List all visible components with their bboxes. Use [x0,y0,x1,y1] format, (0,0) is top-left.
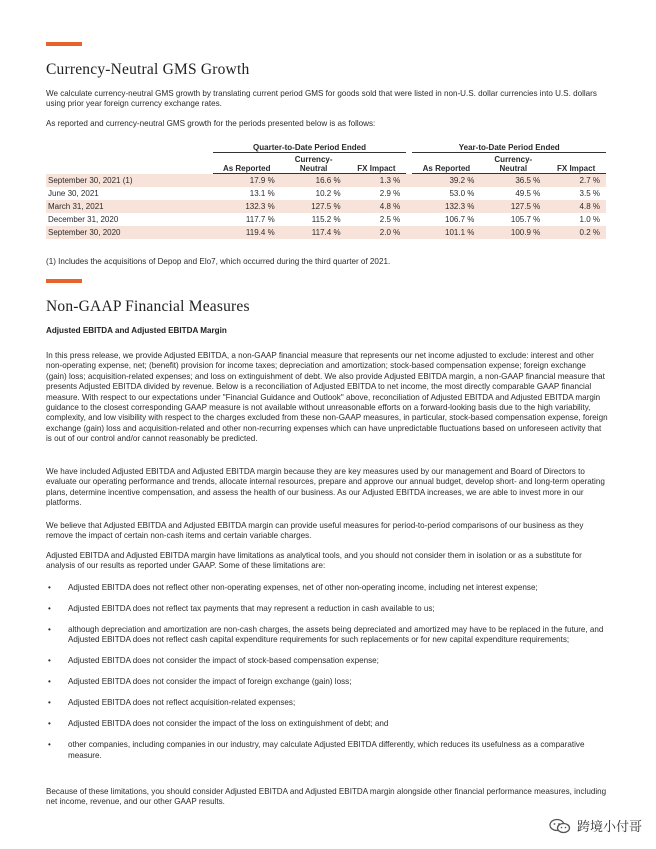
gms-lead-paragraph: As reported and currency-neutral GMS growth for the periods presented below is as follows: [46,119,376,128]
cell-q-neutral: 117.4 % [311,227,341,237]
bullet-marker: • [48,625,51,634]
bullet-marker: • [48,656,51,666]
cell-q-reported: 13.1 % [249,188,275,198]
cell-y-reported: 106.7 % [445,214,475,224]
list-item [46,604,606,614]
cell-q-neutral: 127.5 % [311,201,341,211]
cell-q-reported: 117.7 % [245,214,275,224]
non-gaap-paragraph-5: Because of these limitations, you should consider Adjusted EBITDA and Adjusted EBITDA margin alongside other financial performance measures, including net income, revenue, and our other GAAP results. [46,787,607,807]
cell-q-fx: 4.8 % [379,201,401,211]
cell-q-reported: 119.4 % [245,227,275,237]
bullet-text: although depreciation and amortization are non-cash charges, the assets being depreciated and amortized may have to be replaced in the future, and Adjusted EBITDA does not reflect cash capital expenditure requirements for such replacements or for new capital expenditure requirements; [68,625,604,645]
bullet-marker: • [48,740,51,750]
col-header-q-fx: FX Impact [347,153,407,174]
bullet-text: Adjusted EBITDA does not reflect acquisition-related expenses; [68,698,296,708]
non-gaap-paragraph-4: Adjusted EBITDA and Adjusted EBITDA margin have limitations as analytical tools, and you should not consider them in isolation or as a substitute for analysis of our results as reported under GAAP. Some of these limitations are: [46,551,582,571]
table-row [46,213,606,226]
watermark-text: 跨境小付哥 [576,819,642,834]
section-title-non-gaap: Non-GAAP Financial Measures [46,298,250,315]
bullet-text: Adjusted EBITDA does not reflect tax payments that may represent a reduction in cash available to us; [68,604,435,613]
watermark [549,816,642,835]
bullet-text: Adjusted EBITDA does not consider the impact of the loss on extinguishment of debt; and [68,719,389,729]
accent-bar-middle [46,279,82,283]
cell-y-reported: 132.3 % [445,201,475,211]
table-row [46,187,606,200]
bullet-text: Adjusted EBITDA does not reflect other non-operating expenses, net of other non-operating income, including net interest expense; [68,583,538,592]
non-gaap-paragraph-1: In this press release, we provide Adjusted EBITDA, a non-GAAP financial measure that represents our net income adjusted to exclude: interest and other non-operating expense, net; (benefit) provision for income taxes; depreciation and amortization; stock-based compensation expense; foreign exchange (gain) loss; acquisition-related expenses; and loss on extinguishment of debt. We also provide Adjusted EBITDA margin, a non-GAAP financial measure that presents Adjusted EBITDA divided by revenue. Below is a reconciliation of Adjusted EBITDA to net income, the most directly comparable GAAP financial measure. With respect to our expectations under "Financial Guidance and Outlook" above, reconciliation of Adjusted EBITDA and Adjusted EBITDA margin guidance to the closest corresponding GAAP measure is not available without unreasonable efforts on a forward-looking basis due to the high variability, complexity, and low visibility with respect to the charges excluded from these non-GAAP measures, in particular, stock-based compensation expense, foreign exchange (gain) loss and acquisition-related and other non-recurring expenses which can have unpredictable fluctuations based on unforeseen activity that is out of our control and/or cannot reasonably be predicted. [46,351,608,444]
bullet-marker: • [48,719,51,729]
list-item [46,656,606,666]
cell-y-neutral: 105.7 % [510,214,541,224]
cell-q-fx: 2.5 % [379,214,401,224]
cell-q-neutral: 10.2 % [315,188,341,198]
list-item [46,677,606,687]
cell-q-fx: 2.0 % [379,227,401,237]
row-label: March 31, 2021 [48,201,104,211]
row-label: December 31, 2020 [48,214,119,224]
gms-intro-paragraph: We calculate currency-neutral GMS growth by translating current period GMS for goods sold that were listed in non-U.S. dollar currencies into U.S. dollars using prior year foreign currency exchange rates. [46,89,597,109]
non-gaap-paragraph-3: We believe that Adjusted EBITDA and Adjusted EBITDA margin can provide useful measures for period-to-period comparisons of our business as they remove the impact of certain non-cash items and certain variable charges. [46,521,584,541]
row-label: September 30, 2021 (1) [48,175,133,185]
table-footnote: (1) Includes the acquisitions of Depop and Elo7, which occurred during the third quarter of 2021. [46,257,391,266]
gms-growth-table [46,138,606,239]
table-row [46,174,606,187]
subtitle-adjusted-ebitda: Adjusted EBITDA and Adjusted EBITDA Margin [46,326,227,335]
limitations-list [46,583,606,761]
col-header-y-neutral: Currency- Neutral [480,153,546,174]
cell-q-neutral: 16.6 % [315,175,341,185]
non-gaap-paragraph-2: We have included Adjusted EBITDA and Adjusted EBITDA margin because they are key measures used by our management and Board of Directors to evaluate our operating performance and trends, allocate internal resources, prepare and approve our annual budget, develop short- and long-term operating plans, determine incentive compensation, and assess the health of our business. As our Adjusted EBITDA increases, we are able to invest more in our platforms. [46,467,605,508]
row-label: June 30, 2021 [48,188,99,198]
cell-y-neutral: 36.5 % [515,175,541,185]
cell-q-reported: 17.9 % [249,175,275,185]
accent-bar-top [46,42,82,46]
cell-q-neutral: 115.2 % [311,214,341,224]
section-title-gms: Currency-Neutral GMS Growth [46,61,250,78]
cell-y-reported: 53.0 % [449,188,475,198]
col-header-y-fx: FX Impact [546,153,606,174]
col-header-y-reported: As Reported [412,153,480,174]
bullet-text: Adjusted EBITDA does not consider the impact of stock-based compensation expense; [68,656,379,666]
row-label: September 30, 2020 [48,227,121,237]
cell-y-neutral: 127.5 % [510,201,541,211]
col-header-q-reported: As Reported [213,153,281,174]
cell-y-fx: 1.0 % [579,214,600,224]
list-item [46,740,606,761]
cell-y-neutral: 49.5 % [515,188,541,198]
list-item [46,698,606,708]
cell-y-fx: 3.5 % [579,188,600,198]
group-header-ytd: Year-to-Date Period Ended [412,138,606,153]
cell-q-fx: 1.3 % [379,175,401,185]
bullet-text: other companies, including companies in our industry, may calculate Adjusted EBITDA differently, which reduces its usefulness as a comparative measure. [68,740,585,760]
cell-y-neutral: 100.9 % [510,227,541,237]
table-row [46,226,606,239]
list-item [46,719,606,729]
cell-y-fx: 0.2 % [579,227,600,237]
cell-q-fx: 2.9 % [379,188,401,198]
bullet-marker: • [48,604,51,613]
cell-y-reported: 39.2 % [449,175,475,185]
list-item [46,625,606,646]
cell-q-reported: 132.3 % [245,201,275,211]
list-item [46,583,606,593]
cell-y-fx: 4.8 % [579,201,600,211]
table-row [46,200,606,213]
cell-y-fx: 2.7 % [579,175,600,185]
bullet-text: Adjusted EBITDA does not consider the impact of foreign exchange (gain) loss; [68,677,352,687]
bullet-marker: • [48,698,51,708]
group-header-qtd: Quarter-to-Date Period Ended [213,138,407,153]
bullet-marker: • [48,583,51,592]
col-header-q-neutral: Currency- Neutral [281,153,347,174]
bullet-marker: • [48,677,51,687]
cell-y-reported: 101.1 % [445,227,475,237]
wechat-icon [549,818,571,834]
